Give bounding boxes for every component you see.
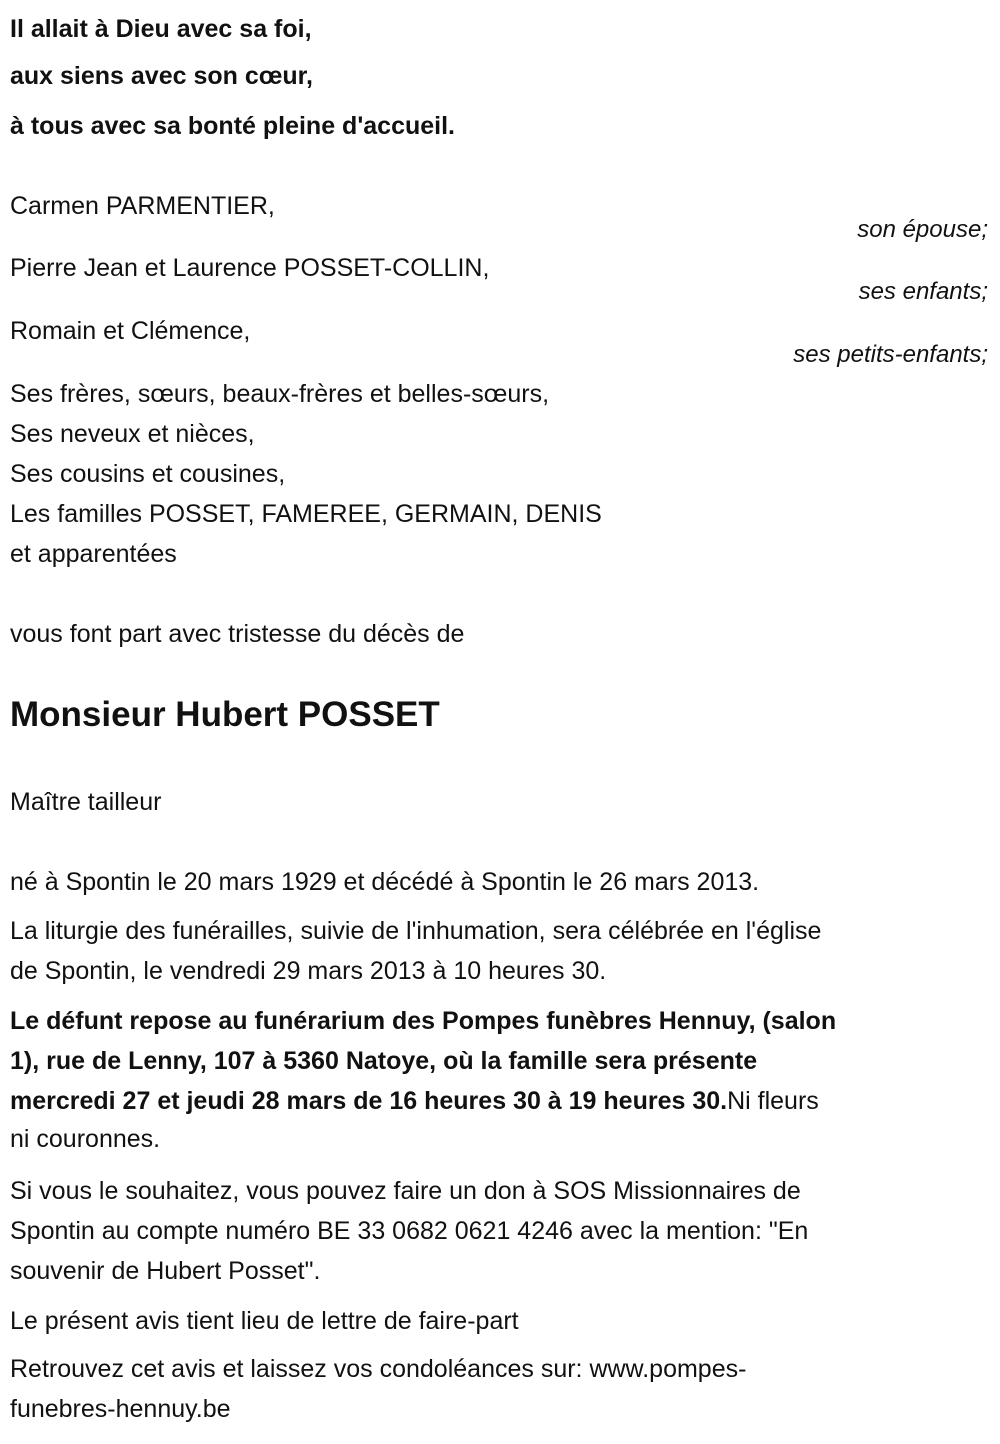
no-flowers: Ni fleurs bbox=[727, 1087, 819, 1115]
visitation-line: 1), rue de Lenny, 107 à 5360 Natoye, où la famille sera présente bbox=[10, 1047, 758, 1075]
deceased-name: Monsieur Hubert POSSET bbox=[10, 695, 440, 734]
liturgy-line: La liturgie des funérailles, suivie de l'inhumation, sera célébrée en l'église bbox=[10, 917, 822, 945]
epigraph-line: à tous avec sa bonté pleine d'accueil. bbox=[10, 112, 455, 140]
no-flowers-continued: ni couronnes. bbox=[10, 1125, 161, 1153]
family-names: Romain et Clémence, bbox=[10, 317, 251, 345]
relatives-line: et apparentées bbox=[10, 540, 177, 568]
visitation-hours: mercredi 27 et jeudi 28 mars de 16 heures 30 à 19 heures 30. bbox=[10, 1087, 728, 1115]
donation-line: Spontin au compte numéro BE 33 0682 0621 4246 avec la mention: "En bbox=[10, 1217, 809, 1245]
announcement: vous font part avec tristesse du décès de bbox=[10, 620, 465, 648]
family-names: Carmen PARMENTIER, bbox=[10, 192, 275, 220]
birth-death-dates: né à Spontin le 20 mars 1929 et décédé à Spontin le 26 mars 2013. bbox=[10, 868, 760, 896]
epigraph-line: Il allait à Dieu avec sa foi, bbox=[10, 15, 312, 43]
donation-line: souvenir de Hubert Posset". bbox=[10, 1257, 321, 1285]
visitation-line bbox=[10, 1086, 819, 1116]
relatives-line: Les familles POSSET, FAMEREE, GERMAIN, DENIS bbox=[10, 500, 602, 528]
visitation-line: Le défunt repose au funérarium des Pompes funèbres Hennuy, (salon bbox=[10, 1007, 837, 1035]
online-line: Retrouvez cet avis et laissez vos condoléances sur: www.pompes- bbox=[10, 1355, 747, 1383]
online-link[interactable]: funebres-hennuy.be bbox=[10, 1395, 231, 1423]
family-relation: ses enfants; bbox=[858, 278, 988, 305]
relatives-line: Ses neveux et nièces, bbox=[10, 420, 255, 448]
epigraph-line: aux siens avec son cœur, bbox=[10, 62, 313, 90]
donation-line: Si vous le souhaitez, vous pouvez faire un don à SOS Missionnaires de bbox=[10, 1177, 801, 1205]
relatives-line: Ses cousins et cousines, bbox=[10, 460, 286, 488]
relatives-line: Ses frères, sœurs, beaux-frères et belles-sœurs, bbox=[10, 380, 550, 408]
notice: Le présent avis tient lieu de lettre de faire-part bbox=[10, 1307, 519, 1335]
family-relation: ses petits-enfants; bbox=[793, 341, 988, 368]
profession: Maître tailleur bbox=[10, 788, 162, 816]
family-relation: son épouse; bbox=[857, 216, 988, 243]
liturgy-line: de Spontin, le vendredi 29 mars 2013 à 10 heures 30. bbox=[10, 957, 607, 985]
family-names: Pierre Jean et Laurence POSSET-COLLIN, bbox=[10, 254, 490, 282]
